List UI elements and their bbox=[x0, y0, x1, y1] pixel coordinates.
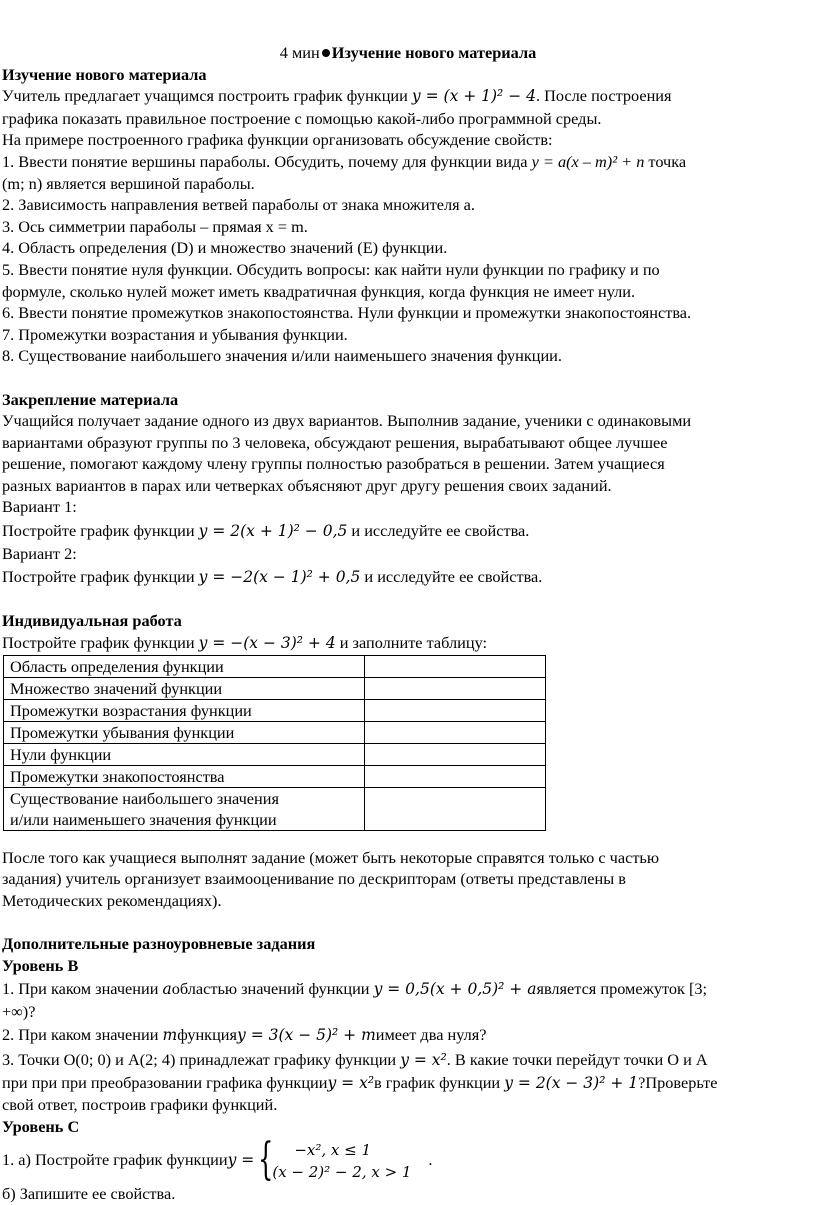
c1-text: 1. а) Постройте график функции bbox=[2, 1150, 228, 1170]
after-task-line-1: После того как учащиеся выполнят задание (может быть некоторые справятся только с частью bbox=[2, 847, 660, 867]
level-c-task-1b: б) Запишите ее свойства. bbox=[2, 1184, 176, 1204]
level-b-task-1-line-2: +∞)? bbox=[2, 1001, 36, 1021]
level-b-task-3 bbox=[0, 1047, 816, 1072]
table-cell-label: Множество значений функции bbox=[4, 677, 365, 699]
table-row bbox=[4, 743, 546, 765]
b1-text-end: является промежуток [3; bbox=[536, 979, 708, 999]
b3-text-mid: принадлежат графику функции bbox=[175, 1049, 401, 1069]
b2-text-mid: функция bbox=[177, 1025, 238, 1045]
level-b-task-1 bbox=[0, 976, 816, 1001]
b2-text: 2. При каком значении bbox=[2, 1025, 163, 1045]
variant2-task bbox=[0, 564, 816, 589]
table-cell-answer[interactable] bbox=[365, 787, 546, 830]
table-row bbox=[4, 699, 546, 721]
list-item-5-line-2: формуле, сколько нулей может иметь квадратичная функция, когда функция не имеет нули. bbox=[2, 281, 636, 301]
table-row bbox=[4, 721, 546, 743]
b2-var: m bbox=[162, 1026, 178, 1045]
page-title bbox=[0, 42, 816, 64]
b3-formula-1: y = x² bbox=[400, 1050, 447, 1069]
intro-text-end: . После построения bbox=[535, 86, 672, 106]
table-row bbox=[4, 677, 546, 699]
task-text-end: и заполните таблицу: bbox=[335, 633, 488, 653]
b1-var: a bbox=[162, 980, 172, 999]
reinforcement-line-2: вариантами образуют группы по 3 человека, обсуждают решения, вырабатывают общее лучшее bbox=[2, 432, 668, 452]
item1-formula: y = a(x – m)² + n bbox=[531, 151, 645, 171]
task-formula: y = −(x − 3)² + 4 bbox=[198, 634, 336, 653]
list-item-7: 7. Промежутки возрастания и убывания функции. bbox=[2, 324, 348, 344]
section-heading-extra-tasks: Дополнительные разноуровневые задания bbox=[2, 934, 316, 953]
level-b-task-3-line-3: свой ответ, построив графики функций. bbox=[2, 1095, 278, 1115]
variant1-text: Постройте график функции bbox=[2, 521, 199, 541]
list-item-4: 4. Область определения (D) и множество значений (E) функции. bbox=[2, 238, 448, 258]
table-cell-answer[interactable] bbox=[365, 699, 546, 721]
b3-line2-end: ?Проверьте bbox=[638, 1072, 718, 1092]
table-cell-label bbox=[4, 787, 365, 830]
list-item-6: 6. Ввести понятие промежутков знакопостоянства. Нули функции и промежутки знакопостоянства. bbox=[2, 303, 692, 323]
brace-icon: { bbox=[258, 1133, 274, 1185]
after-task-line-3: Методических рекомендациях). bbox=[2, 890, 222, 910]
intro-line-3: На примере построенного графика функции организовать обсуждение свойств: bbox=[2, 130, 553, 150]
table-cell-answer[interactable] bbox=[365, 677, 546, 699]
table-cell-answer[interactable] bbox=[365, 743, 546, 765]
variant1-label: Вариант 1: bbox=[2, 497, 77, 517]
title-text: Изучение нового материала bbox=[331, 43, 537, 62]
list-item-5: 5. Ввести понятие нуля функции. Обсудить вопросы: как найти нули функции по графику и по bbox=[2, 259, 660, 279]
task-text: Постройте график функции bbox=[2, 633, 199, 653]
table-cell-label: Промежутки знакопостоянства bbox=[4, 765, 365, 787]
piecewise-function bbox=[258, 1133, 428, 1185]
piece-1: −x², x ≤ 1 bbox=[294, 1140, 372, 1159]
table-row bbox=[4, 787, 546, 830]
document-page bbox=[0, 42, 816, 1205]
variant1-task bbox=[0, 518, 816, 543]
level-b-heading: Уровень В bbox=[2, 955, 79, 975]
level-b-task-3-line-2 bbox=[0, 1072, 816, 1095]
variant2-formula: y = −2(x − 1)² + 0,5 bbox=[198, 568, 361, 587]
b3-formula-3: y = 2(x − 3)² + 1 bbox=[504, 1073, 639, 1092]
level-c-heading: Уровень С bbox=[2, 1116, 80, 1136]
section-heading-new-material: Изучение нового материала bbox=[2, 64, 207, 84]
variant1-text-end: и исследуйте ее свойства. bbox=[347, 521, 530, 541]
b2-formula: y = 3(x − 5)² + m bbox=[237, 1026, 376, 1045]
table-cell-label: Промежутки возрастания функции bbox=[4, 699, 365, 721]
b3-formula-2: y = x² bbox=[327, 1073, 375, 1092]
b1-text-mid: областью значений функции bbox=[171, 979, 374, 999]
item1-text-end: точка bbox=[644, 151, 687, 171]
level-c-task-1 bbox=[0, 1133, 816, 1185]
variant2-text-end: и исследуйте ее свойства. bbox=[360, 567, 543, 587]
variant1-formula: y = 2(x + 1)² − 0,5 bbox=[198, 522, 348, 541]
after-task-line-2: задания) учитель организует взаимооценивание по дескрипторам (ответы представлены в bbox=[2, 869, 626, 889]
intro-line-2: графика показать правильное построение с помощью какой-либо программной среды. bbox=[2, 108, 602, 128]
b1-text: 1. При каком значении bbox=[2, 979, 163, 999]
table-row bbox=[4, 765, 546, 787]
table-row bbox=[4, 655, 546, 677]
piece-2: (x − 2)² − 2, x > 1 bbox=[272, 1162, 412, 1181]
b1-formula: y = 0,5(x + 0,5)² + a bbox=[373, 980, 537, 999]
variant2-text: Постройте график функции bbox=[2, 567, 199, 587]
reinforcement-line-3: решение, помогают каждому члену группы полностью разобраться в решении. Затем учащиеся bbox=[2, 454, 665, 474]
reinforcement-line-4: разных вариантов в парах или четверках объясняют друг другу решения своих заданий. bbox=[2, 475, 612, 495]
c1-dot: . bbox=[428, 1150, 433, 1170]
table-cell-answer[interactable] bbox=[365, 765, 546, 787]
section-heading-individual-work: Индивидуальная работа bbox=[2, 611, 182, 631]
c1-y: y = bbox=[227, 1151, 255, 1170]
table-cell-label-line-2: и/или наименьшего значения функции bbox=[10, 809, 277, 829]
b3-line2-text: при при при преобразовании графика функции bbox=[2, 1072, 328, 1092]
table-cell-answer[interactable] bbox=[365, 721, 546, 743]
individual-task bbox=[0, 632, 816, 655]
table-cell-label: Промежутки убывания функции bbox=[4, 721, 365, 743]
properties-table bbox=[3, 655, 546, 831]
variant2-label: Вариант 2: bbox=[2, 543, 77, 563]
b3-text: 3. Точки bbox=[2, 1049, 64, 1069]
list-item-3: 3. Ось симметрии параболы – прямая x = m. bbox=[2, 216, 308, 236]
b3-line2-mid: в график функции bbox=[374, 1072, 505, 1092]
table-cell-label-line-1: Существование наибольшего значения bbox=[10, 788, 279, 808]
reinforcement-line-1: Учащийся получает задание одного из двух вариантов. Выполнив задание, ученики с одинаковыми bbox=[2, 411, 692, 431]
b3-points: O(0; 0) и A(2; 4) bbox=[63, 1049, 176, 1069]
level-b-task-2 bbox=[0, 1022, 816, 1047]
item1-text: 1. Ввести понятие вершины параболы. Обсудить, почему для функции вида bbox=[2, 151, 532, 171]
intro-text: Учитель предлагает учащимся построить график функции bbox=[2, 86, 408, 106]
table-cell-answer[interactable] bbox=[365, 655, 546, 677]
time-label: 4 мин bbox=[279, 43, 320, 62]
intro-formula: y = (x + 1)² − 4 bbox=[411, 87, 536, 106]
bullet-icon bbox=[322, 49, 330, 57]
list-item-1-line-2: (m; n) является вершиной параболы. bbox=[2, 173, 255, 193]
section-heading-reinforcement: Закрепление материала bbox=[2, 389, 179, 409]
list-item-1 bbox=[0, 151, 816, 173]
b3-text-end: . В какие точки перейдут точки O и A bbox=[446, 1049, 708, 1069]
list-item-2: 2. Зависимость направления ветвей параболы от знака множителя a. bbox=[2, 195, 475, 215]
table-cell-label: Нули функции bbox=[4, 743, 365, 765]
intro-line bbox=[0, 85, 816, 108]
list-item-8: 8. Существование наибольшего значения и/или наименьшего значения функции. bbox=[2, 346, 562, 366]
b2-text-end: имеет два нуля? bbox=[375, 1025, 487, 1045]
table-cell-label: Область определения функции bbox=[4, 655, 365, 677]
